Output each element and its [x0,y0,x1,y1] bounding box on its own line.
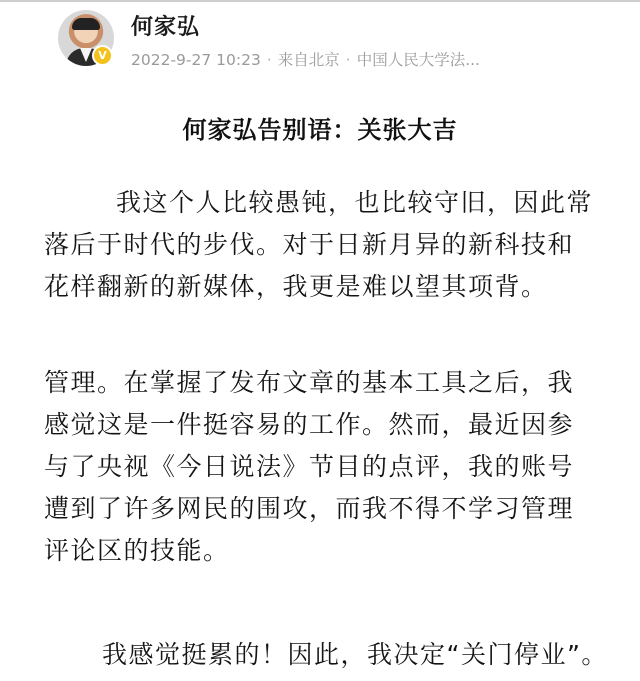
post-location: 来自北京 [277,51,340,69]
paragraph-line: 感觉这是一件挺容易的工作。然而，最近因参 [44,410,575,439]
paragraph-3 [44,634,636,676]
paragraph-2 [44,362,636,572]
paragraph-line: 遭到了许多网民的围攻，而我不得不学习管理 [44,494,575,523]
paragraph-1 [44,182,636,308]
paragraph-line: 花样翻新的新媒体，我更是难以望其项背。 [44,272,548,301]
post-date: 2022-9-27 10:23 [131,51,261,69]
paragraph-line: 落后于时代的步伐。对于日新月异的新科技和 [44,230,575,259]
post-source[interactable]: 中国人民大学法... [356,51,480,69]
paragraph-line: 管理。在掌握了发布文章的基本工具之后，我 [44,368,575,397]
paragraph-line: 我这个人比较愚钝，也比较守旧，因此常 [116,188,594,217]
post-meta [131,48,480,70]
paragraph-line: 评论区的技能。 [44,536,230,565]
meta-separator: · [345,51,351,69]
paragraph-line: 与了央视《今日说法》节目的点评，我的账号 [44,452,575,481]
avatar-hair [72,18,100,30]
meta-separator: · [266,51,272,69]
article-title: 何家弘告别语：关张大吉 [182,116,458,144]
paragraph-line: 我感觉挺累的！因此，我决定“关门停业”。 [102,640,608,669]
author-name[interactable]: 何家弘 [131,15,201,40]
post-header [0,0,640,88]
verified-badge-icon: V [92,45,113,66]
